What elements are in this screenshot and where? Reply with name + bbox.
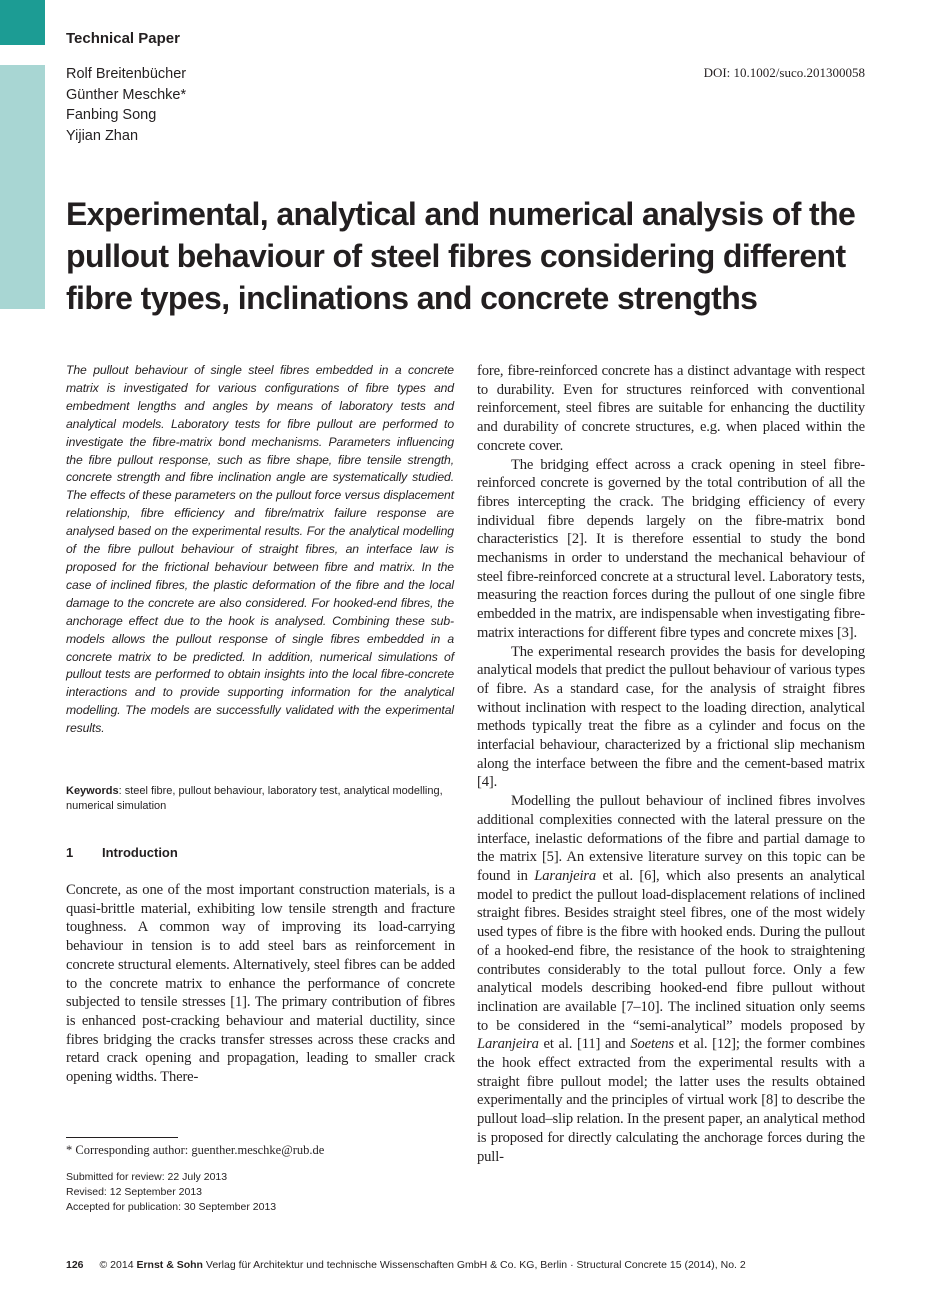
date-submitted: Submitted for review: 22 July 2013 <box>66 1171 228 1183</box>
keywords-text: : steel fibre, pullout behaviour, laboratory test, analytical modelling, numerical simulation <box>66 785 443 812</box>
author-name: Laranjeira <box>477 1036 539 1053</box>
journal-info: Verlag für Architektur und technische Wissenschaften GmbH & Co. KG, Berlin · Structural Concrete 15 (2014), No. 2 <box>202 1259 746 1271</box>
abstract: The pullout behaviour of single steel fibres embedded in a concrete matrix is investigated for various configurations of fibre types and embedment lengths and angles by means of laboratory tests and analytical models. Laboratory tests for fibre pullout are performed to investigate the fibre-matrix bond mechanisms. Parameters influencing the fibre pullout response, such as fibre shape, fibre tensile strength, concrete strength and fibre inclination angle are systematically studied. The effects of these parameters on the pullout force versus displacement relationship, fibre efficiency and fibre/matrix failure response are analysed based on the experimental results. For the analytical modelling of the fibre pullout behaviour of straight fibres, an interface law is proposed for the frictional behaviour between fibre and matrix. In the case of inclined fibres, the plastic deformation of the fibre and the local damage to the concrete are also considered. For hooked-end fibres, the anchorage effect due to the hook is analysed. Combining these sub-models allows the pullout response of single fibres embedded in a concrete matrix to be predicted. In addition, numerical simulations of pullout tests are performed to obtain insights into the local fibre-concrete interactions and to provide supporting information for the analytical modelling. The models are successfully validated with the experimental results. <box>66 363 454 736</box>
date-revised: Revised: 12 September 2013 <box>66 1186 203 1198</box>
copyright: © 2014 <box>99 1259 137 1271</box>
page-number: 126 <box>66 1259 84 1271</box>
footnote-divider <box>66 1137 178 1138</box>
page-footer <box>66 1259 746 1271</box>
corresponding-author-footnote: * Corresponding author: guenther.meschke@rub.de <box>66 1143 325 1157</box>
paragraph: The bridging effect across a crack opening in steel fibre-reinforced concrete is governed by the total contribution of all the fibres intercepting the crack. The bridging efficiency of every individual fibre depends largely on the fibre-matrix bond characteristics [2]. It is therefore essential to study the bond mechanisms in order to understand the mechanical behaviour of steel fibre-reinforced concrete at a structural level. Laboratory tests, measuring the reaction forces during the pullout of one single fibre embedded in the matrix, are indispensable when investigating fibre-matrix interactions for different fibre types and concrete mixes [3]. <box>477 456 865 641</box>
right-column <box>477 362 865 1166</box>
accent-bar-side <box>0 65 45 309</box>
doi[interactable]: DOI: 10.1002/suco.201300058 <box>703 65 865 80</box>
author-name: Laranjeira <box>534 867 597 884</box>
keywords <box>66 784 454 814</box>
intro-paragraph: Concrete, as one of the most important construction materials, is a quasi-brittle material, exhibiting low tensile strength and fracture toughness. A common way of improving its load-carrying behaviour in tension is to add steel bars as reinforcement in concrete structural elements. Alternatively, steel fibres can be added to the concrete matrix to enhance the performance of concrete subjected to tensile stresses [1]. The primary contribution of fibres is enhanced post-cracking behaviour and material ductility, since fibres bridging the cracks transfer stresses across these cracks and retard crack opening and propagation, leading to smaller crack opening widths. There- <box>66 882 455 1086</box>
section-heading <box>66 845 178 860</box>
author: Fanbing Song <box>66 107 157 123</box>
author: Rolf Breitenbücher <box>66 66 187 82</box>
paragraph: The experimental research provides the basis for developing analytical models that predict the pullout behaviour of various types of fibre. As a standard case, for the analysis of straight fibres without inclination with respect to the loading direction, analytical methods typically treat the fibre as a cylinder and focus on the interfacial behaviour, characterized by a frictional slip mechanism along the interface between the fibre and the cement-based matrix [4]. <box>477 643 865 791</box>
author-name: Soetens <box>630 1036 674 1053</box>
paper-title: Experimental, analytical and numerical analysis of the pullout behaviour of steel fibres considering different fibre types, inclinations and concrete strengths <box>66 196 856 316</box>
date-accepted: Accepted for publication: 30 September 2013 <box>66 1201 277 1213</box>
paragraph: fore, fibre-reinforced concrete has a distinct advantage with respect to durability. Even for structures reinforced with conventional reinforcement, steel fibres are suitable for enhancing the ductility and durability of concrete structures, e.g. when placed within the concrete cover. <box>477 363 865 454</box>
author-list <box>66 64 186 146</box>
keywords-label: Keywords <box>66 785 119 797</box>
author: Yijian Zhan <box>66 127 139 144</box>
section-label: Technical Paper <box>66 30 180 47</box>
author: Günther Meschke* <box>66 86 187 103</box>
publisher: Ernst & Sohn <box>136 1259 203 1271</box>
paragraph: Modelling the pullout behaviour of inclined fibres involves additional complexities connected with the lateral pressure on the interface, inelastic deformations of the fibre and partial damage to the matrix [5]. An extensive literature survey on this topic can be found in Laranjeira et al. [6], which also presents an analytical model to predict the pullout load-displacement relations of inclined straight fibres. Besides straight steel fibres, one of the most widely used types of fibre is the fibre with hooked ends. During the pullout of a hooked-end fibre, the resistance of the hook to straightening contributes considerably to the total pullout force. Only a few analytical models describing hooked-end fibre pullout without inclination are available [7–10]. The inclined situation only seems to be considered in the “semi-analytical” models proposed by Laranjeira et al. [11] and Soetens et al. [12]; the former combines the hook effect extracted from the experimental results with a straight fibre pullout model; the latter uses the results obtained experimentally and the principles of virtual work [8] to describe the pullout load–slip relation. In the present paper, an analytical method is proposed for directly calculating the anchorage forces during the pull- <box>477 793 865 1165</box>
section-title: Introduction <box>102 845 178 860</box>
section-number: 1 <box>66 845 74 860</box>
submission-dates <box>66 1170 276 1215</box>
accent-bar-top <box>0 0 45 45</box>
